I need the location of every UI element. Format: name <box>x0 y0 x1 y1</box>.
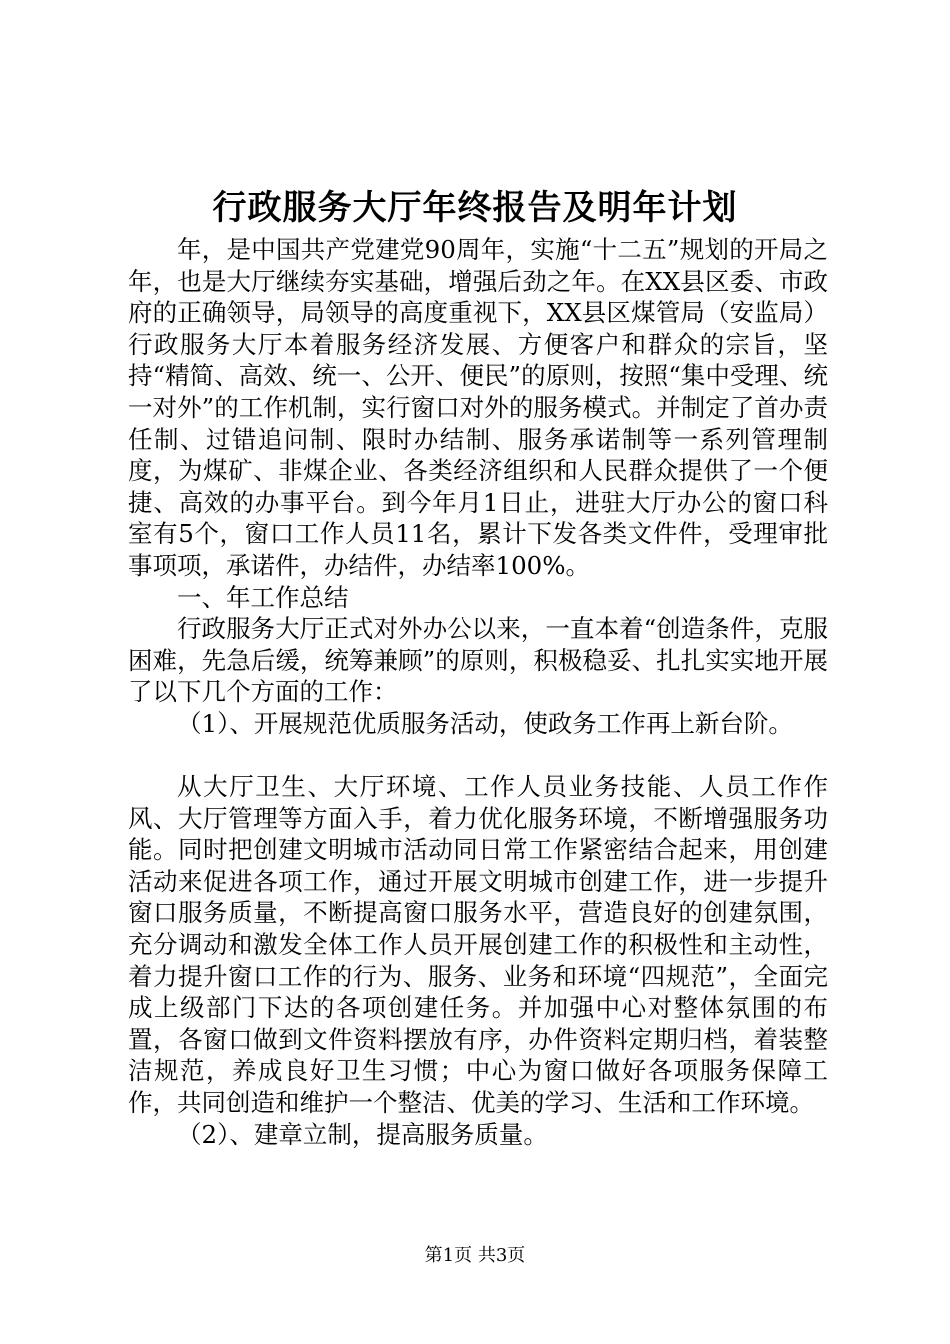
paragraph-item-1-detail: 从大厅卫生、大厅环境、工作人员业务技能、人员工作作风、大厅管理等方面入手，着力优化服务环境，不断增强服务功能。同时把创建文明城市活动同日常工作紧密结合起来，用创建活动来促进各项工作，通过开展文明城市创建工作，进一步提升窗口服务质量，不断提高窗口服务水平，营造良好的创建氛围，充分调动和激发全体工作人员开展创建工作的积极性和主动性，着力提升窗口工作的行为、服务、业务和环境“四规范”，全面完成上级部门下达的各项创建任务。并加强中心对整体氛围的布置，各窗口做到文件资料摆放有序，办件资料定期归档，着装整洁规范，养成良好卫生习惯；中心为窗口做好各项服务保障工作，共同创造和维护一个整洁、优美的学习、生活和工作环境。 <box>128 772 828 1118</box>
subheading-item-1: （1）、开展规范优质服务活动，使政务工作再上新台阶。 <box>177 708 793 738</box>
document-title: 行政服务大厅年终报告及明年计划 <box>212 188 738 228</box>
blank-line <box>128 740 828 772</box>
document-body <box>128 234 828 1150</box>
paragraph-intro: 年，是中国共产党建党90周年，实施“十二五”规划的开局之年，也是大厅继续夯实基础，增强后劲之年。在XX县区委、市政府的正确领导，局领导的高度重视下，XX县区煤管局（安监局）行政服务大厅本着服务经济发展、方便客户和群众的宗旨，坚持“精简、高效、统一、公开、便民”的原则，按照“集中受理、统一对外”的工作机制，实行窗口对外的服务模式。并制定了首办责任制、过错追问制、限时办结制、服务承诺制等一系列管理制度，为煤矿、非煤企业、各类经济组织和人民群众提供了一个便捷、高效的办事平台。到今年月1日止，进驻大厅办公的窗口科室有5个，窗口工作人员11名，累计下发各类文件件，受理审批事项项，承诺件，办结件，办结率100%。 <box>128 235 828 580</box>
subheading-item-2: （2）、建章立制，提高服务质量。 <box>177 1119 548 1149</box>
section-heading-summary: 一、年工作总结 <box>177 582 349 612</box>
page-footer: 第1页 共3页 <box>424 1245 526 1266</box>
paragraph-summary: 行政服务大厅正式对外办公以来，一直本着“创造条件，克服困难，先急后缓，统筹兼顾”的原则，积极稳妥、扎扎实实地开展了以下几个方面的工作： <box>128 614 828 707</box>
